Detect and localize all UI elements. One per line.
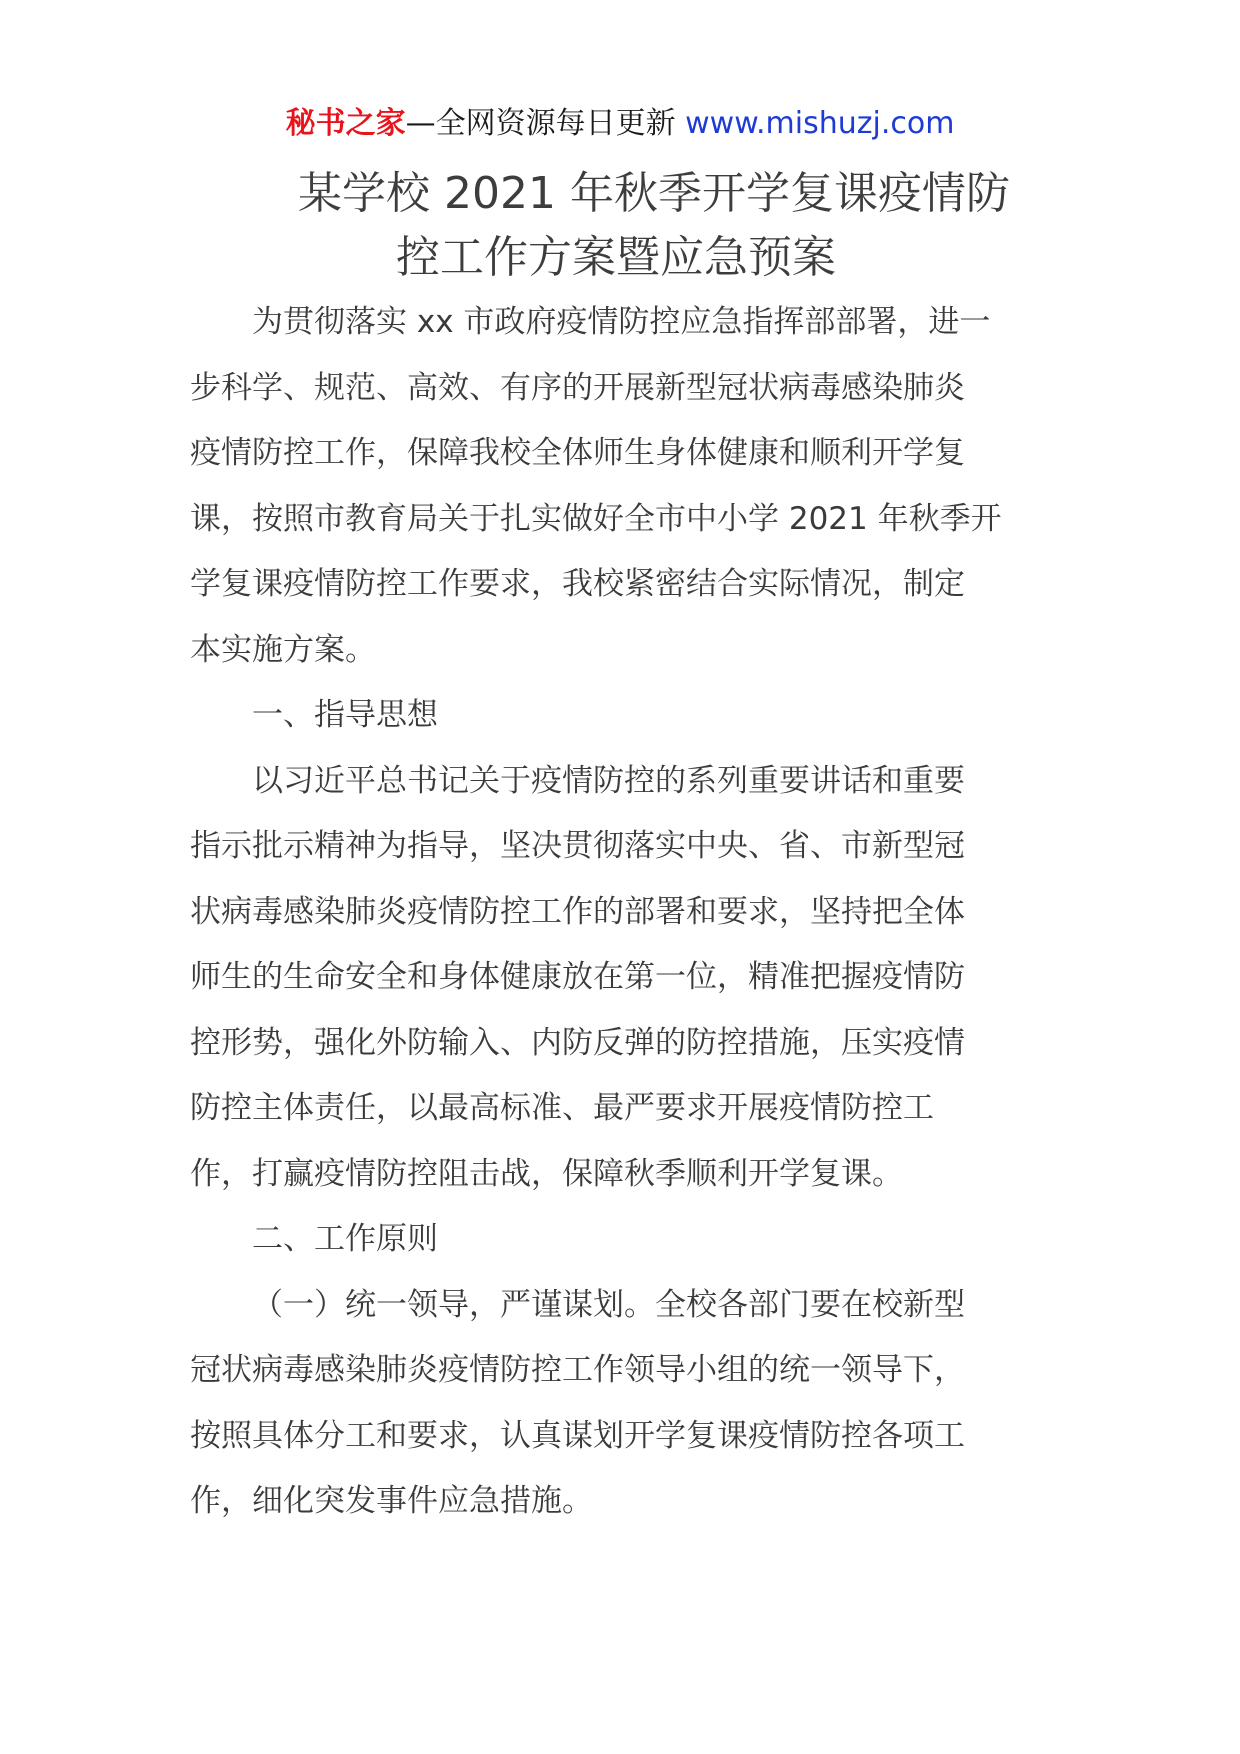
text-line: 防控主体责任，以最高标准、最严要求开展疫情防控工	[190, 1090, 934, 1126]
text-line: 冠状病毒感染肺炎疫情防控工作领导小组的统一领导下，	[190, 1352, 965, 1388]
text-line: 步科学、规范、高效、有序的开展新型冠状病毒感染肺炎	[190, 369, 965, 406]
text-line: （一）统一领导，严谨谋划。全校各部门要在校新型	[252, 1286, 965, 1323]
intro-paragraph	[190, 290, 1070, 683]
title-line-1: 某学校 2021 年秋季开学复课疫情防	[298, 168, 1010, 219]
text-line: 为贯彻落实 xx 市政府疫情防控应急指挥部部署，进一	[252, 304, 991, 340]
title-line-2: 控工作方案暨应急预案	[396, 232, 836, 283]
text-line: 指示批示精神为指导，坚决贯彻落实中央、省、市新型冠	[190, 828, 965, 864]
guiding-ideology-paragraph	[190, 749, 1070, 1208]
work-principles-paragraph	[190, 1273, 1070, 1535]
text-line: 状病毒感染肺炎疫情防控工作的部署和要求，坚持把全体	[190, 893, 965, 930]
header-slogan: —全网资源每日更新	[405, 106, 686, 141]
site-url-link[interactable]: www.mishuzj.com	[685, 106, 955, 141]
document-title	[190, 162, 1050, 290]
document-body	[190, 290, 1070, 1535]
text-line: 一、指导思想	[252, 697, 438, 733]
text-line: 疫情防控工作，保障我校全体师生身体健康和顺利开学复	[190, 435, 965, 471]
text-line: 本实施方案。	[190, 631, 376, 668]
text-line: 以习近平总书记关于疫情防控的系列重要讲话和重要	[252, 762, 965, 799]
text-line: 师生的生命安全和身体健康放在第一位，精准把握疫情防	[190, 959, 965, 995]
text-line: 二、工作原则	[252, 1221, 438, 1257]
text-line: 按照具体分工和要求，认真谋划开学复课疫情防控各项工	[190, 1417, 965, 1454]
site-header	[0, 102, 1240, 146]
text-line: 作，打赢疫情防控阻击战，保障秋季顺利开学复课。	[190, 1155, 903, 1192]
text-line: 学复课疫情防控工作要求，我校紧密结合实际情况，制定	[190, 566, 965, 602]
text-line: 作，细化突发事件应急措施。	[190, 1483, 593, 1519]
section-heading-guiding-ideology	[190, 683, 1070, 749]
text-line: 课，按照市教育局关于扎实做好全市中小学 2021 年秋季开	[190, 500, 1002, 537]
text-line: 控形势，强化外防输入、内防反弹的防控措施，压实疫情	[190, 1024, 965, 1061]
section-heading-work-principles	[190, 1207, 1070, 1273]
brand-name: 秘书之家	[285, 106, 406, 141]
